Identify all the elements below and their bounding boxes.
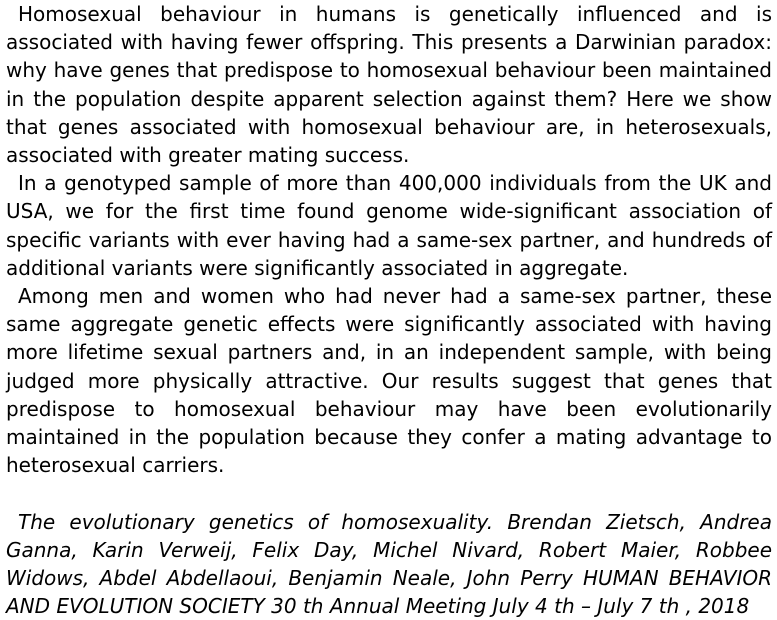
abstract-paragraph-1: Homosexual behaviour in humans is genetically influenced and is associated with having fewer offspring. This presents a Darwinian paradox: why have genes that predispose to homosexual behaviour been maintained in the population despite apparent selection against them? Here we show that genes associated with homosexual behaviour are, in heterosexuals, associated with greater mating success.: [6, 2, 772, 168]
abstract-paragraph-2: In a genotyped sample of more than 400,000 individuals from the UK and USA, we for the first time found genome wide-significant association of specific variants with ever having had a same-sex partner, and hundreds of additional variants were significantly associated in aggregate.: [6, 171, 772, 280]
abstract-document: [6, 0, 772, 620]
abstract-paragraph-3: Among men and women who had never had a same-sex partner, these same aggregate genetic effects were significantly associated with having more lifetime sexual partners and, in an independent sample, with being judged more physically attractive. Our results suggest that genes that predispose to homosexual behaviour may have been evolutionarily maintained in the population because they confer a mating advantage to heterosexual carriers.: [6, 284, 772, 478]
citation: The evolutionary genetics of homosexuality. Brendan Zietsch, Andrea Ganna, Karin Verweij, Felix Day, Michel Nivard, Robert Maier, Robbee Widows, Abdel Abdellaoui, Benjamin Neale, John Perry HUMAN BEHAVIOR AND EVOLUTION SOCIETY 30 th Annual Meeting July 4 th – July 7 th , 2018: [6, 509, 772, 619]
